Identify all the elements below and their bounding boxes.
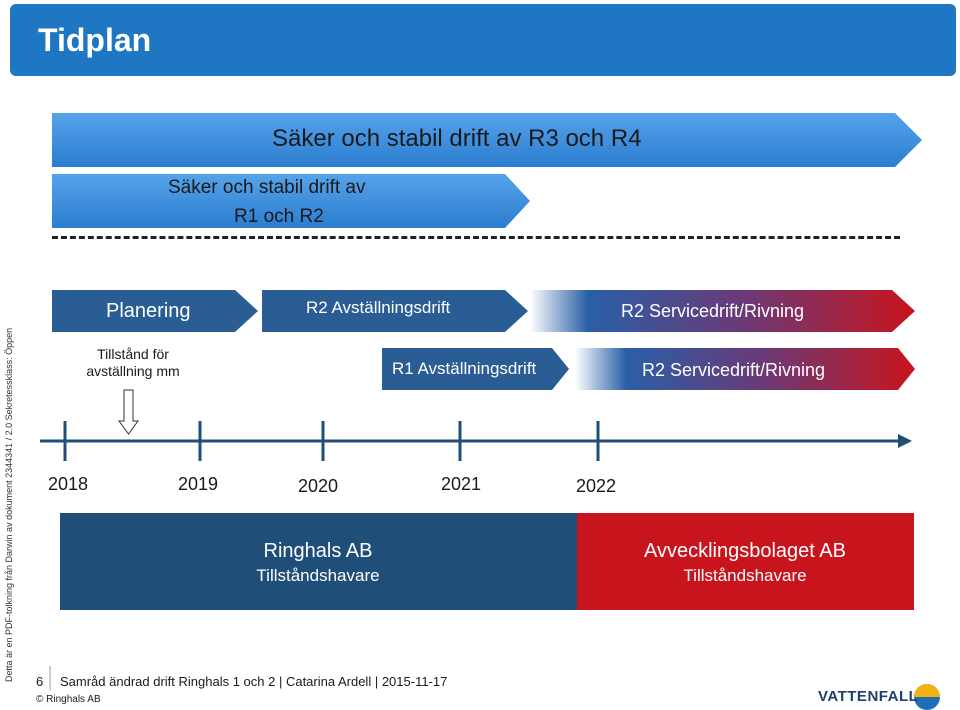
vattenfall-logo-text: VATTENFALL — [818, 688, 919, 705]
year-2020: 2020 — [298, 476, 339, 496]
year-2021: 2021 — [441, 474, 482, 494]
slide-title: Tidplan — [38, 22, 152, 58]
r2-avst-label: R2 Avställningsdrift — [306, 298, 451, 317]
arrow-r1r2-label-line1: Säker och stabil drift av — [168, 177, 366, 198]
arrow-r1r2-label-line2: R1 och R2 — [234, 206, 324, 227]
ringhals-role: Tillståndshavare — [256, 566, 380, 585]
planering-label: Planering — [106, 300, 191, 322]
tillstand-label: Tillstånd för avställning mm — [86, 346, 180, 379]
footer-text: Samråd ändrad drift Ringhals 1 och 2 | Catarina Ardell | 2015-11-17 — [60, 674, 448, 689]
arrow-r3r4-label: Säker och stabil drift av R3 och R4 — [272, 125, 642, 152]
r2-service-label-1: R2 Servicedrift/Rivning — [621, 301, 805, 321]
page-number: 6 — [36, 674, 44, 689]
year-2022: 2022 — [576, 476, 617, 496]
timeline-arrowhead — [898, 434, 912, 448]
r1-avst-label: R1 Avställningsdrift — [392, 359, 537, 378]
r2-service-label-2: R2 Servicedrift/Rivning — [642, 360, 826, 380]
avveckling-name: Avvecklingsbolaget AB — [644, 540, 846, 562]
year-2019: 2019 — [178, 474, 219, 494]
copyright: © Ringhals AB — [36, 694, 101, 705]
dashed-separator — [52, 236, 900, 239]
avveckling-role: Tillståndshavare — [683, 566, 807, 585]
side-note: Detta är en PDF-tolkning från Darwin av dokument 2344341 / 2.0 Sekretessklass: Öppen — [4, 327, 14, 682]
ringhals-name: Ringhals AB — [263, 540, 373, 562]
year-2018: 2018 — [48, 474, 89, 494]
tillstand-arrow — [119, 390, 138, 434]
